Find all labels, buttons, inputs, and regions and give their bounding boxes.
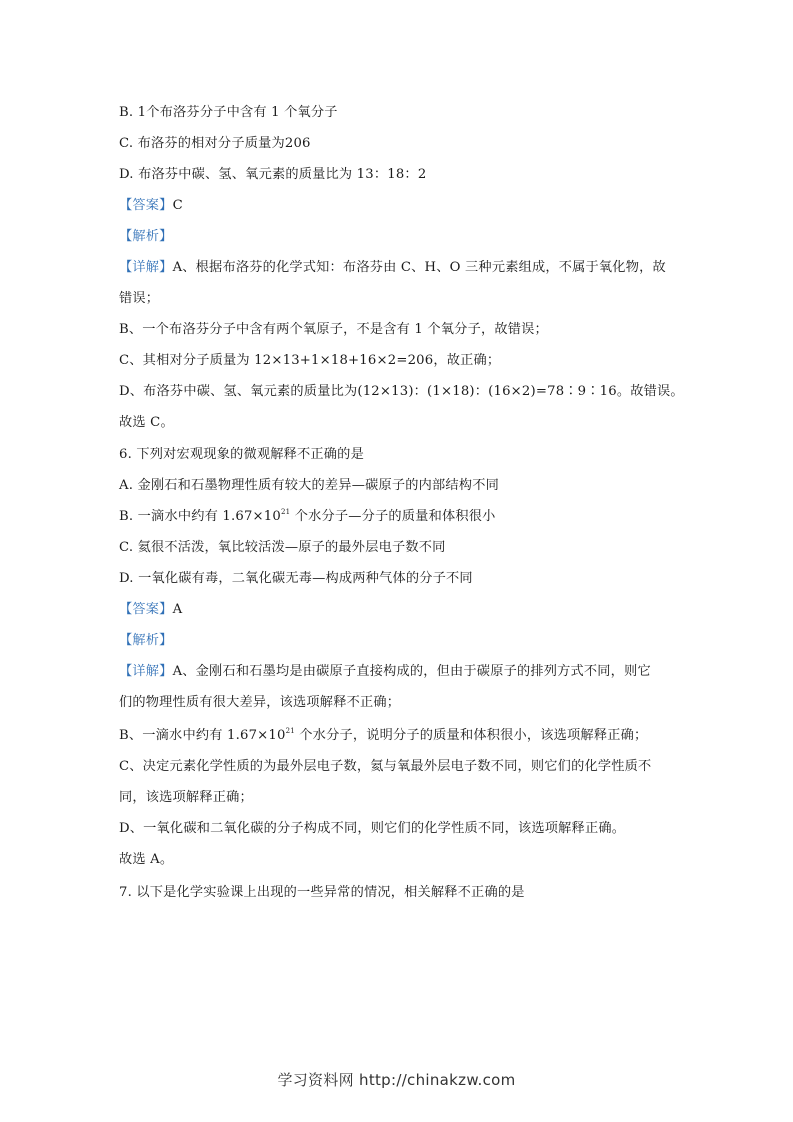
q5-detail-c: C、其相对分子质量为 12×13+1×18+16×2=206，故正确； xyxy=(119,353,501,368)
answer-value: A xyxy=(172,602,183,617)
q7-stem: 7. 以下是化学实验课上出现的一些异常的情况，相关解释不正确的是 xyxy=(119,885,525,900)
q6-stem: 6. 下列对宏观现象的微观解释不正确的是 xyxy=(119,447,364,462)
detail-tag: 【详解】 xyxy=(119,664,173,679)
footer-watermark: 学习资料网 http://chinakzw.com xyxy=(277,1071,516,1089)
q5-detail-a-line2: 错误； xyxy=(119,291,160,306)
option-b-post: 个水分子—分子的质量和体积很小 xyxy=(290,509,496,524)
detail-tag: 【详解】 xyxy=(119,260,173,275)
detail-b-exponent: 21 xyxy=(285,726,295,735)
detail-text: A、金刚石和石墨均是由碳原子直接构成的，但由于碳原子的排列方式不同，则它 xyxy=(172,664,651,679)
q6-option-c: C. 氦很不活泼，氧比较活泼—原子的最外层电子数不同 xyxy=(119,540,446,555)
answer-tag: 【答案】 xyxy=(119,198,173,213)
q5-answer xyxy=(119,197,183,215)
q6-detail-d: D、一氧化碳和二氧化碳的分子构成不同，则它们的化学性质不同，该选项解释正确。 xyxy=(119,821,626,836)
q6-conclusion: 故选 A。 xyxy=(119,852,174,867)
q6-option-a: A. 金刚石和石墨物理性质有较大的差异—碳原子的内部结构不同 xyxy=(119,478,499,493)
q6-analysis-tag: 【解析】 xyxy=(119,633,173,648)
q6-detail-c-line1: C、决定元素化学性质的为最外层电子数，氦与氧最外层电子数不同，则它们的化学性质不 xyxy=(119,759,652,774)
q5-option-d: D. 布洛芬中碳、氢、氧元素的质量比为 13：18：2 xyxy=(119,167,427,182)
q6-detail-a-line2: 们的物理性质有很大差异，该选项解释不正确； xyxy=(119,695,401,710)
q6-detail-a-line1 xyxy=(119,663,651,681)
detail-text: A、根据布洛芬的化学式知：布洛芬由 C、H、O 三种元素组成，不属于氧化物，故 xyxy=(172,260,666,275)
q5-analysis-tag: 【解析】 xyxy=(119,229,173,244)
q6-detail-c-line2: 同，该选项解释正确； xyxy=(119,790,253,805)
q6-option-b xyxy=(119,508,496,526)
answer-tag: 【答案】 xyxy=(119,602,173,617)
q5-option-c: C. 布洛芬的相对分子质量为206 xyxy=(119,136,311,151)
q6-answer xyxy=(119,601,182,619)
q5-detail-d: D、布洛芬中碳、氢、氧元素的质量比为(12×13)：(1×18)：(16×2)=78∶9∶16。故错误。 xyxy=(119,384,684,399)
q5-option-b: B. 1个布洛芬分子中含有 1 个氧分子 xyxy=(119,105,338,120)
detail-b-pre: B、一滴水中约有 1.67×10 xyxy=(119,728,286,743)
q5-detail-b: B、一个布洛芬分子中含有两个氧原子，不是含有 1 个氧分子，故错误； xyxy=(119,322,548,337)
answer-value: C xyxy=(172,198,183,213)
q6-detail-b xyxy=(119,727,647,745)
option-b-pre: B. 一滴水中约有 1.67×10 xyxy=(119,509,281,524)
q5-detail-a-line1 xyxy=(119,259,666,277)
detail-b-post: 个水分子，说明分子的质量和体积很小，该选项解释正确； xyxy=(294,728,648,743)
q5-conclusion: 故选 C。 xyxy=(119,415,174,430)
option-b-exponent: 21 xyxy=(280,507,291,516)
q6-option-d: D. 一氧化碳有毒，二氧化碳无毒—构成两种气体的分子不同 xyxy=(119,571,473,586)
